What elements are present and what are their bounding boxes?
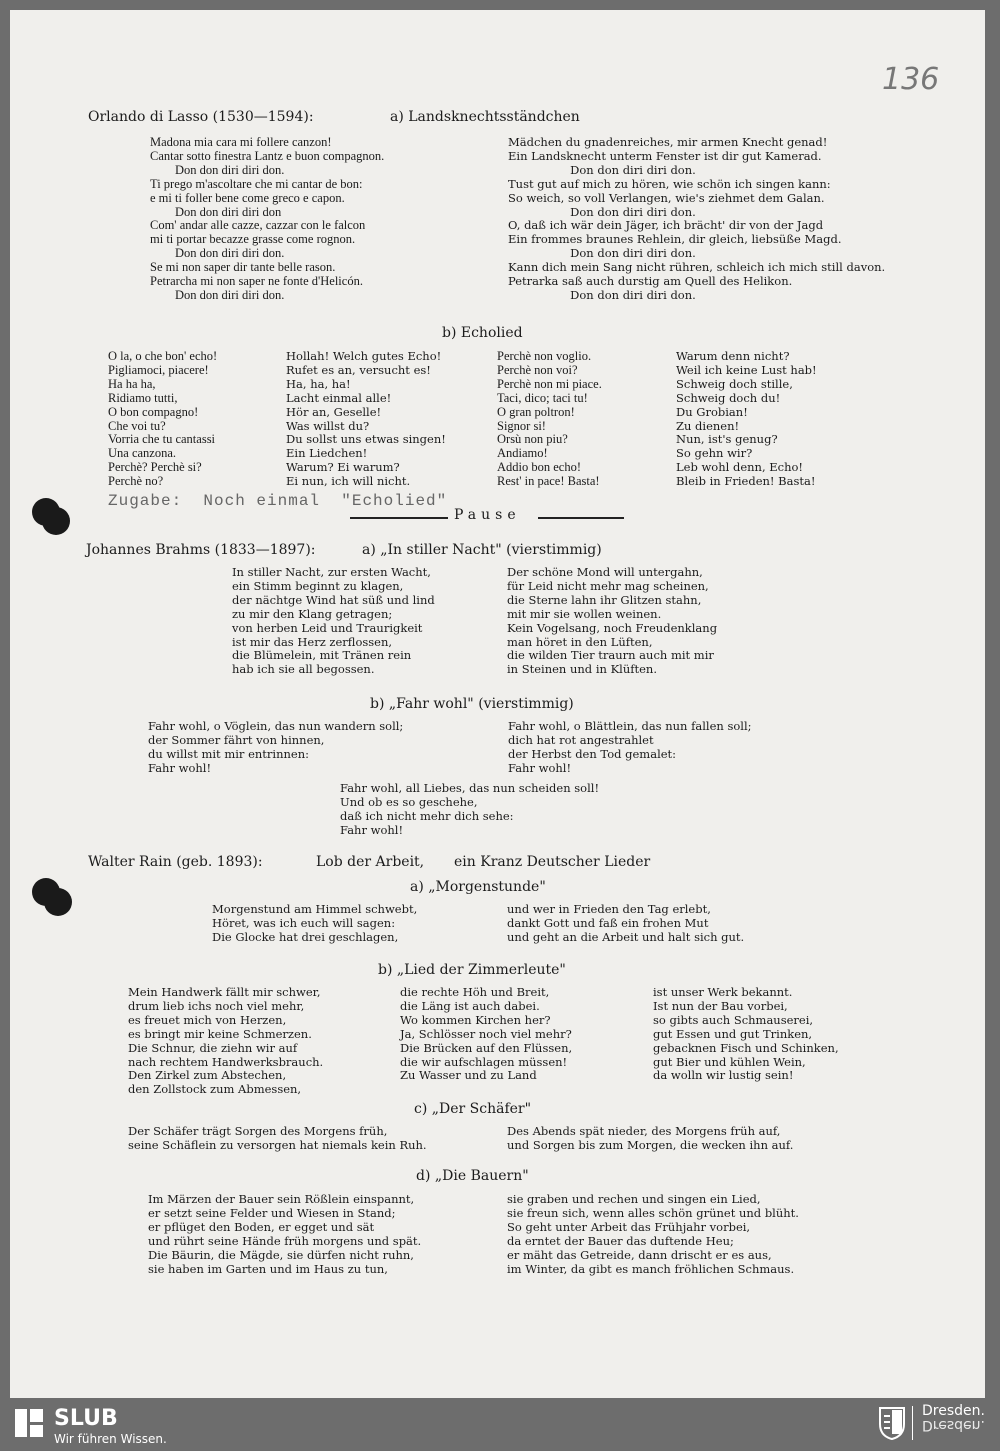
footer-divider: [912, 1406, 913, 1440]
zugabe-note: Zugabe: Noch einmal "Echolied": [108, 492, 448, 510]
lasso-italian-text: Madona mia cara mi follere canzon! Cantar sotto finestra Lantz e buon compagnon. Don don diri diri don. Ti prego m'ascoltare che mi cantar de bon: e mi ti foller bene come greco e capon. Don don diri diri don Com' andar alle cazze, cazzar con le falcon mi ti portar becazze grasse come rognon. Don don diri diri don. Se mi non saper dir tante belle rason. Petrarcha mi non saper ne fonte d'Helicón. Don don diri diri don.: [150, 135, 385, 302]
echolied-col-3: Perchè non voglio. Perchè non voi? Perchè non mi piace. Taci, dico; taci tu! O gran poltron! Signor si! Orsù non piu? Andiamo! Addio bon echo! Rest' in pace! Basta!: [497, 349, 602, 489]
footer-city: Dresden. Dresden.: [922, 1403, 985, 1433]
title-zimmerleute: b) „Lied der Zimmerleute": [378, 962, 566, 978]
morgenstunde-col-2: und wer in Frieden den Tag erlebt, dankt Gott und faß ein frohen Mut und geht an die Arbeit und halt sich gut.: [507, 902, 745, 944]
document-page: [10, 10, 985, 1398]
fahr-wohl-col-1: Fahr wohl, o Vöglein, das nun wandern soll; der Sommer fährt von hinnen, du willst mit mir entrinnen: Fahr wohl!: [148, 719, 404, 775]
title-bauern: d) „Die Bauern": [416, 1168, 529, 1184]
title-in-stiller-nacht: a) „In stiller Nacht" (vierstimmig): [362, 542, 602, 558]
page-number: 136: [882, 62, 940, 97]
footer-tagline: Wir führen Wissen.: [54, 1432, 167, 1446]
schaefer-col-2: Des Abends spät nieder, des Morgens früh auf, und Sorgen bis zum Morgen, die wecken ihn auf.: [507, 1124, 794, 1152]
composer-brahms: Johannes Brahms (1833—1897):: [86, 542, 316, 558]
subtitle-kranz: ein Kranz Deutscher Lieder: [454, 854, 651, 870]
schaefer-col-1: Der Schäfer trägt Sorgen des Morgens früh, seine Schäflein zu versorgen hat niemals kein Ruh.: [128, 1124, 427, 1152]
punch-hole: [44, 888, 72, 916]
composer-lasso: Orlando di Lasso (1530—1594):: [88, 109, 314, 125]
bauern-col-2: sie graben und rechen und singen ein Lied, sie freun sich, wenn alles schön grünet und blüht. So geht unter Arbeit das Frühjahr vorbei, da erntet der Bauer das duftende Heu; er mäht das Getreide, dann drischt er es aus, im Winter, da gibt es manch fröhlichen Schmaus.: [507, 1192, 799, 1276]
slub-logo-icon: [12, 1406, 46, 1440]
fahr-wohl-col-3: Fahr wohl, all Liebes, das nun scheiden soll! Und ob es so geschehe, daß ich nicht mehr dich sehe: Fahr wohl!: [340, 781, 600, 837]
bauern-col-1: Im Märzen der Bauer sein Rößlein einspannt, er setzt seine Felder und Wiesen in Stand; er pflüget den Boden, er egget und sät und rührt seine Hände früh morgens und spät. Die Bäurin, die Mägde, sie dürfen nicht ruhn, sie haben im Garten und im Haus zu tun,: [148, 1192, 422, 1276]
zimmerleute-col-3: ist unser Werk bekannt. Ist nun der Bau vorbei, so gibts auch Schmauserei, gut Essen und gut Trinken, gebacknen Fisch und Schinken, gut Bier und kühlen Wein, da wolln wir lustig sein!: [653, 985, 839, 1083]
pause-label: Pause: [454, 507, 521, 523]
title-morgenstunde: a) „Morgenstunde": [410, 879, 546, 895]
echolied-col-1: O la, o che bon' echo! Pigliamoci, piacere! Ha ha ha, Ridiamo tutti, O bon compagno! Che voi tu? Vorria che tu cantassi Una canzona. Perchè? Perchè si? Perchè no?: [108, 349, 218, 489]
title-echolied: b) Echolied: [442, 325, 523, 341]
title-landsknecht: a) Landsknechtsständchen: [390, 109, 580, 125]
stiller-nacht-col-1: In stiller Nacht, zur ersten Wacht, ein Stimm beginnt zu klagen, der nächtge Wind hat süß und lind zu mir den Klang getragen; von herben Leid und Traurigkeit ist mir das Herz zerflossen, die Blümelein, mit Tränen rein hab ich sie all begossen.: [232, 565, 435, 677]
fahr-wohl-col-2: Fahr wohl, o Blättlein, das nun fallen soll; dich hat rot angestrahlet der Herbst den Tod gemalet: Fahr wohl!: [508, 719, 752, 775]
morgenstunde-col-1: Morgenstund am Himmel schwebt, Höret, was ich euch will sagen: Die Glocke hat drei geschlagen,: [212, 902, 418, 944]
zimmerleute-col-1: Mein Handwerk fällt mir schwer, drum lieb ichs noch viel mehr, es freuet mich von Herzen, es bringt mir keine Schmerzen. Die Schnur, die ziehn wir auf nach rechtem Handwerksbrauch. Den Zirkel zum Abstechen, den Zollstock zum Abmessen,: [128, 985, 324, 1097]
lasso-german-text: Mädchen du gnadenreiches, mir armen Knecht genad! Ein Landsknecht unterm Fenster ist dir gut Kamerad. Don don diri diri don. Tust gut auf mich zu hören, wie schön ich singen kann: So weich, so voll Verlangen, wie's ziehmet dem Galan. Don don diri diri don. O, daß ich wär dein Jäger, ich brächt' dir von der Jagd Ein frommes braunes Rehlein, dir gleich, liebsüße Magd. Don don diri diri don. Kann dich mein Sang nicht rühren, schleich ich mich still davon. Petrarka saß auch durstig am Quell des Helikon. Don don diri diri don.: [508, 135, 886, 302]
zimmerleute-col-2: die rechte Höh und Breit, die Läng ist auch dabei. Wo kommen Kirchen her? Ja, Schlösser noch viel mehr? Die Brücken auf den Flüssen, die wir aufschlagen müssen! Zu Wasser und zu Land: [400, 985, 573, 1083]
pause-rule-right: [538, 517, 624, 519]
title-lob-der-arbeit: Lob der Arbeit,: [316, 854, 425, 870]
stiller-nacht-col-2: Der schöne Mond will untergahn, für Leid nicht mehr mag scheinen, die Sterne lahn ihr Glitzen stahn, mit mir sie wollen weinen. Kein Vogelsang, noch Freudenklang man höret in den Lüften, die wilden Tier traurn auch mit mir in Steinen und in Klüften.: [507, 565, 718, 677]
pause-rule-left: [350, 517, 448, 519]
title-fahr-wohl: b) „Fahr wohl" (vierstimmig): [370, 696, 574, 712]
composer-rain: Walter Rain (geb. 1893):: [88, 854, 263, 870]
dresden-crest-icon: [878, 1406, 906, 1440]
footer-brand: SLUB: [54, 1406, 118, 1431]
echolied-col-2: Hollah! Welch gutes Echo! Rufet es an, versucht es! Ha, ha, ha! Lacht einmal alle! Hör an, Geselle! Was willst du? Du sollst uns etwas singen! Ein Liedchen! Warum? Ei warum? Ei nun, ich will nicht.: [286, 349, 446, 489]
library-footer: [0, 1398, 1000, 1451]
echolied-col-4: Warum denn nicht? Weil ich keine Lust hab! Schweig doch stille, Schweig doch du! Du Grobian! Zu dienen! Nun, ist's genug? So gehn wir? Leb wohl denn, Echo! Bleib in Frieden! Basta!: [676, 349, 817, 489]
title-schaefer: c) „Der Schäfer": [414, 1101, 532, 1117]
punch-hole: [42, 507, 70, 535]
